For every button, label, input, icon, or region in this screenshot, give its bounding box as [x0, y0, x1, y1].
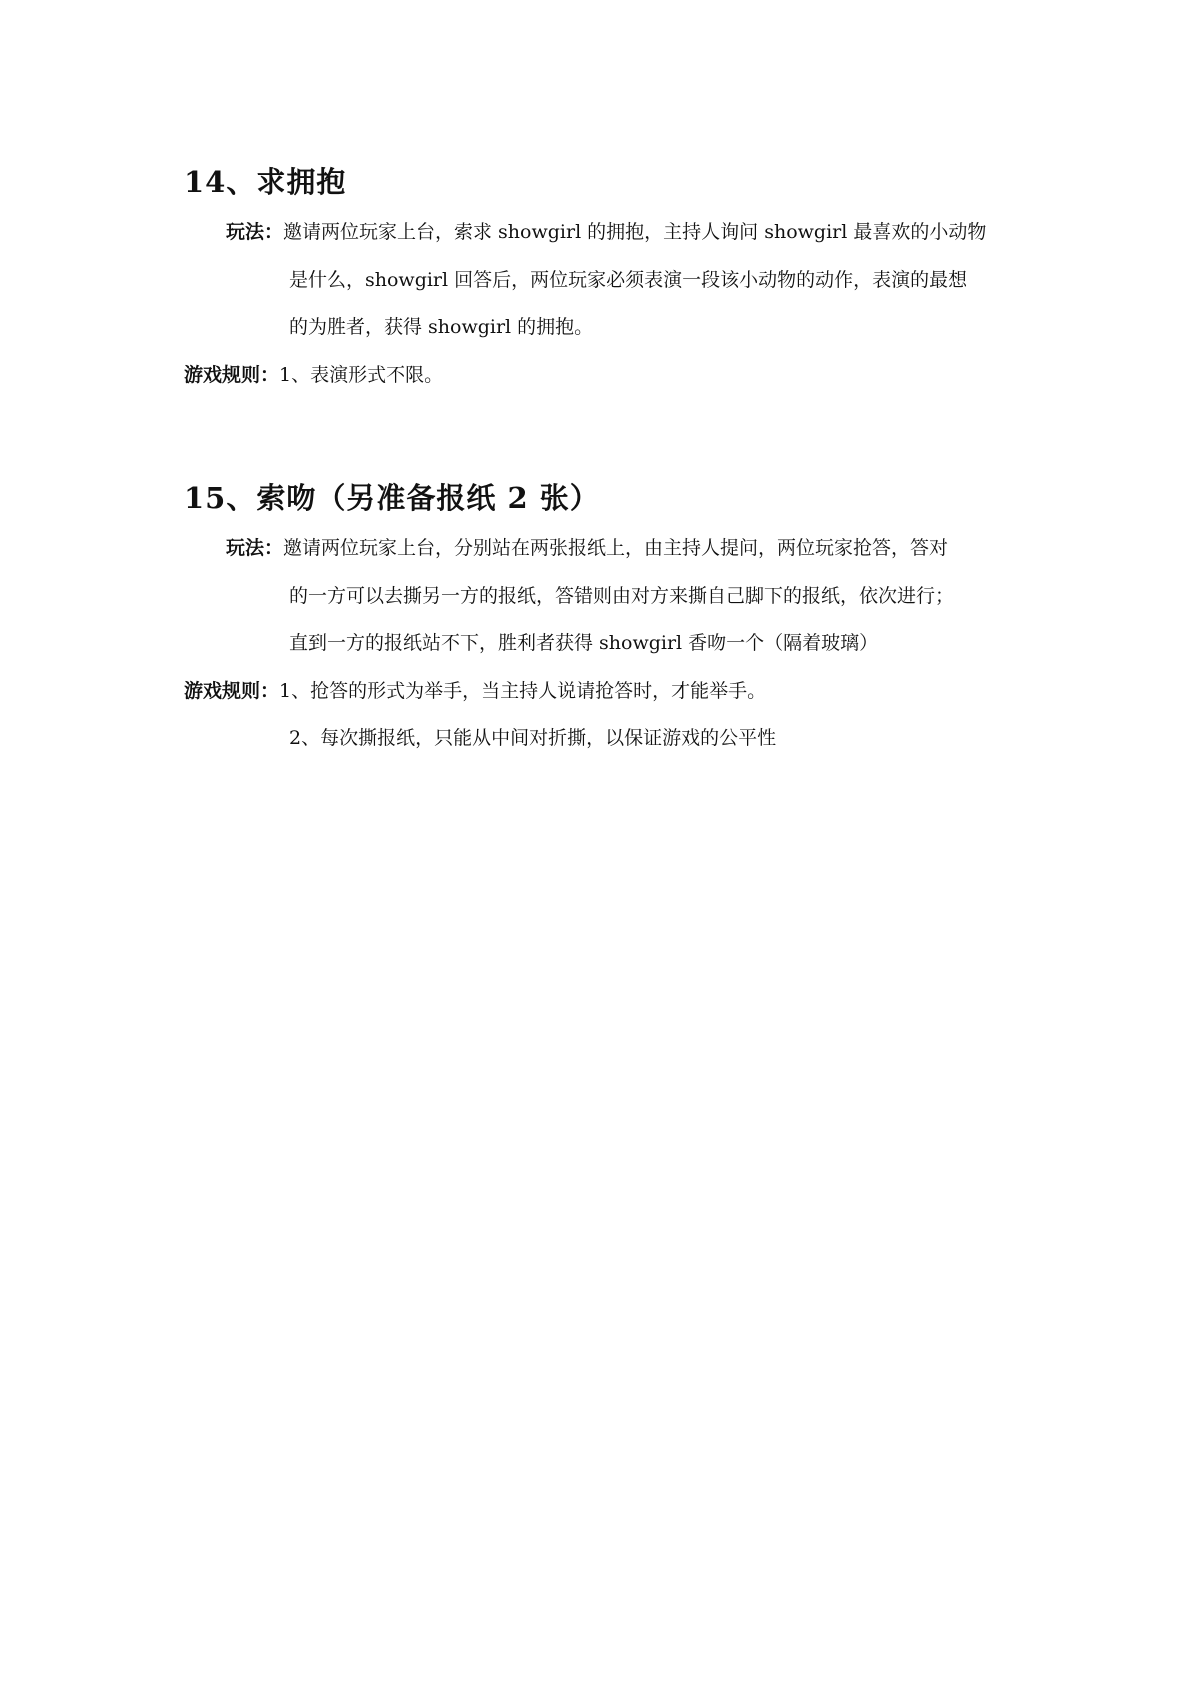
play-label: 玩法： — [226, 537, 284, 559]
play-label: 玩法： — [226, 221, 284, 243]
play-paragraph-line — [226, 223, 986, 242]
play-paragraph-line: 是什么，showgirl 回答后，两位玩家必须表演一段该小动物的动作，表演的最想 — [289, 269, 968, 291]
rule-item: 2、每次撕报纸，只能从中间对折撕，以保证游戏的公平性 — [289, 727, 777, 749]
rules-label: 游戏规则： — [184, 680, 280, 702]
rule-item: 1、抢答的形式为举手，当主持人说请抢答时，才能举手。 — [279, 680, 767, 702]
play-paragraph-line: 的一方可以去撕另一方的报纸，答错则由对方来撕自己脚下的报纸，依次进行； — [289, 585, 955, 607]
play-text: 邀请两位玩家上台，索求 showgirl 的拥抱，主持人询问 showgirl 最喜欢的小动物 — [283, 221, 987, 243]
play-paragraph-line: 的为胜者，获得 showgirl 的拥抱。 — [289, 316, 594, 338]
rules-line — [184, 366, 443, 385]
play-text: 邀请两位玩家上台，分别站在两张报纸上，由主持人提问，两位玩家抢答，答对 — [283, 537, 949, 559]
section-heading: 14、求拥抱 — [184, 165, 347, 199]
rules-label: 游戏规则： — [184, 364, 280, 386]
section-heading: 15、索吻（另准备报纸 2 张） — [184, 481, 600, 515]
rule-item: 1、表演形式不限。 — [279, 364, 444, 386]
rules-line — [184, 682, 766, 701]
play-paragraph-line — [226, 539, 948, 558]
play-paragraph-line: 直到一方的报纸站不下，胜利者获得 showgirl 香吻一个（隔着玻璃） — [289, 632, 879, 654]
